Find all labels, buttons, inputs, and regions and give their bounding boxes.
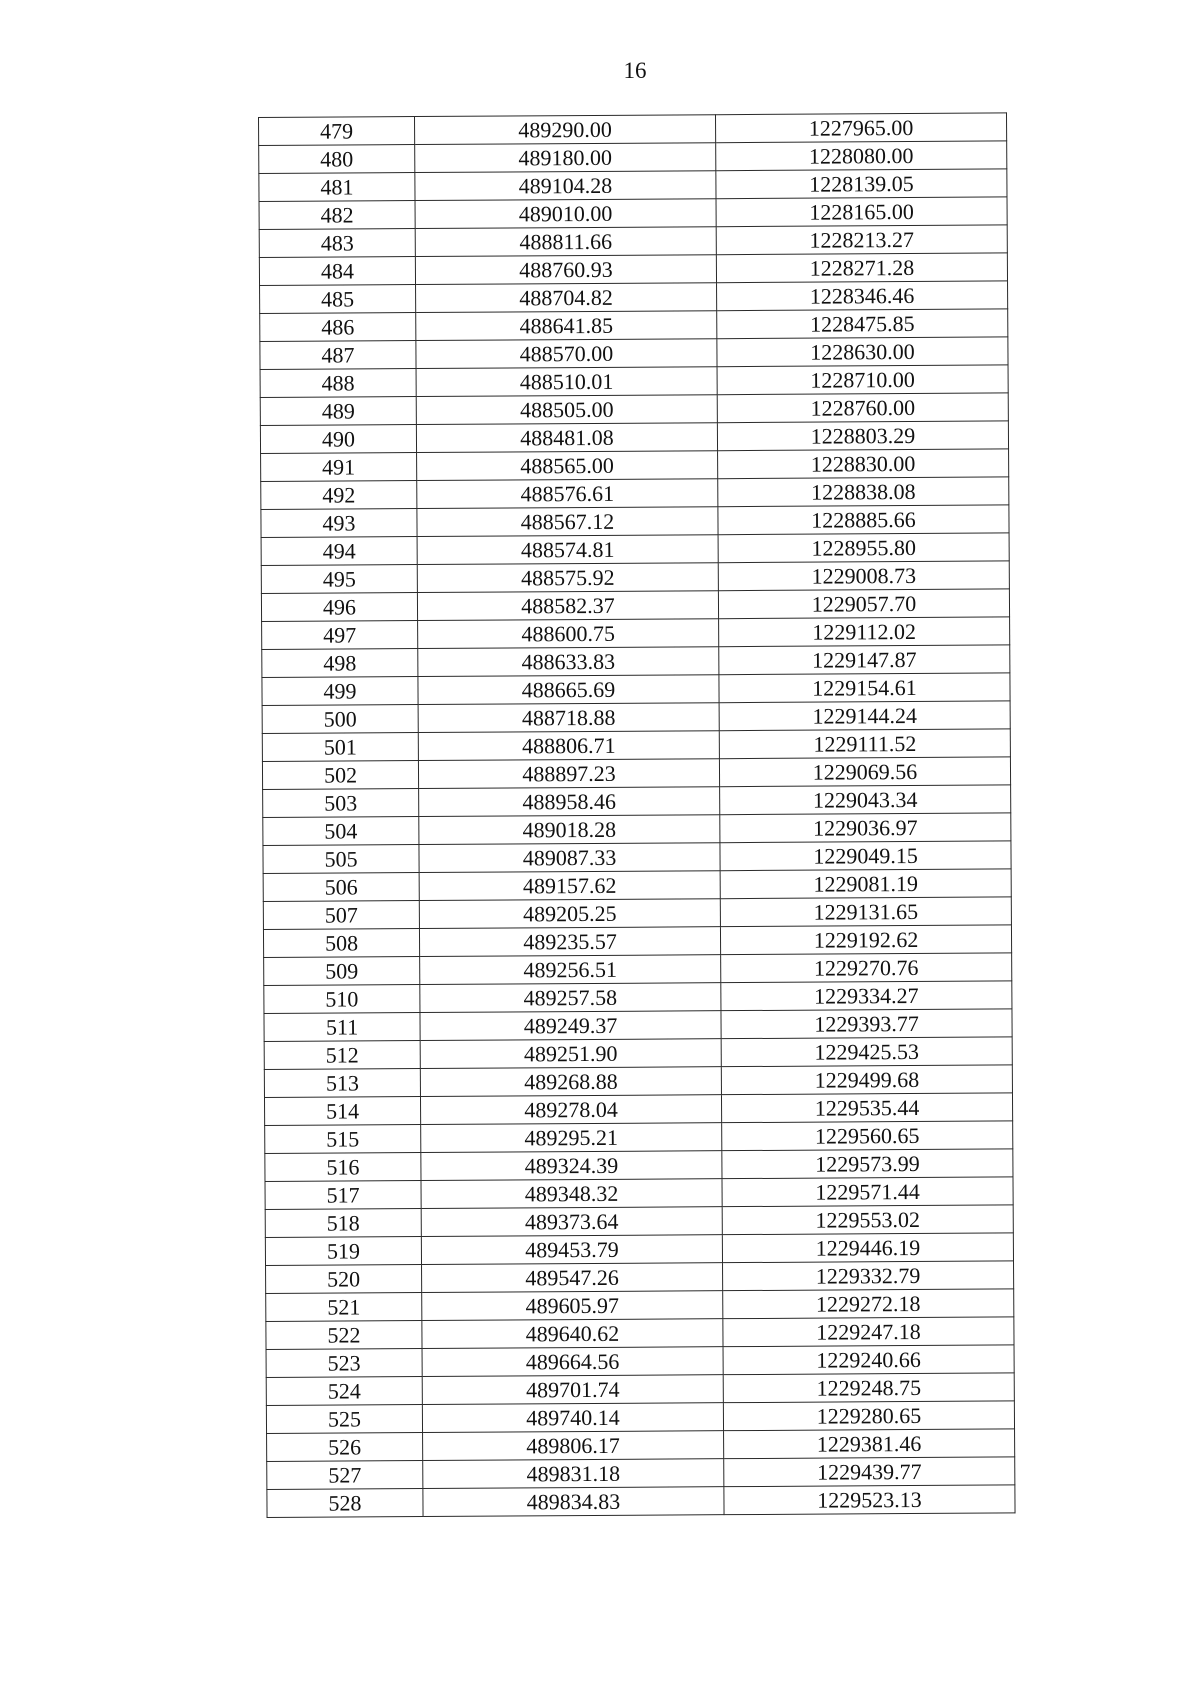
- point-number-cell: 519: [265, 1237, 421, 1266]
- table-row: [266, 1345, 1014, 1378]
- table-row: [262, 701, 1010, 734]
- table-row: [259, 113, 1007, 146]
- x-coordinate-cell: 489290.00: [415, 115, 716, 145]
- x-coordinate-cell: 488760.93: [415, 255, 716, 285]
- point-number-cell: 503: [263, 789, 419, 818]
- table-row: [264, 1093, 1012, 1126]
- point-number-cell: 504: [263, 817, 419, 846]
- y-coordinate-cell: 1228139.05: [716, 169, 1007, 199]
- point-number-cell: 506: [263, 873, 419, 902]
- x-coordinate-cell: 489295.21: [421, 1123, 722, 1153]
- y-coordinate-cell: 1229270.76: [721, 953, 1012, 983]
- point-number-cell: 486: [260, 313, 416, 342]
- table-row: [263, 785, 1011, 818]
- y-coordinate-cell: 1229381.46: [724, 1429, 1015, 1459]
- point-number-cell: 499: [262, 677, 418, 706]
- point-number-cell: 522: [266, 1321, 422, 1350]
- table-row: [263, 869, 1011, 902]
- x-coordinate-cell: 489256.51: [420, 955, 721, 985]
- y-coordinate-cell: 1229560.65: [722, 1121, 1013, 1151]
- y-coordinate-cell: 1229393.77: [721, 1009, 1012, 1039]
- point-number-cell: 496: [261, 593, 417, 622]
- x-coordinate-cell: 489278.04: [420, 1095, 721, 1125]
- x-coordinate-cell: 488582.37: [417, 591, 718, 621]
- point-number-cell: 517: [265, 1181, 421, 1210]
- y-coordinate-cell: 1228271.28: [716, 253, 1007, 283]
- x-coordinate-cell: 488641.85: [416, 311, 717, 341]
- table-row: [259, 141, 1007, 174]
- table-row: [262, 729, 1010, 762]
- table-row: [263, 813, 1011, 846]
- point-number-cell: 520: [266, 1265, 422, 1294]
- y-coordinate-cell: 1228213.27: [716, 225, 1007, 255]
- y-coordinate-cell: 1229439.77: [724, 1457, 1015, 1487]
- y-coordinate-cell: 1229154.61: [719, 673, 1010, 703]
- x-coordinate-cell: 489235.57: [419, 927, 720, 957]
- table-row: [263, 841, 1011, 874]
- point-number-cell: 497: [262, 621, 418, 650]
- x-coordinate-cell: 488704.82: [416, 283, 717, 313]
- x-coordinate-cell: 488481.08: [416, 423, 717, 453]
- point-number-cell: 514: [264, 1097, 420, 1126]
- table-row: [263, 925, 1011, 958]
- point-number-cell: 490: [260, 425, 416, 454]
- table-row: [261, 533, 1009, 566]
- y-coordinate-cell: 1229036.97: [720, 813, 1011, 843]
- point-number-cell: 508: [263, 929, 419, 958]
- table-row: [265, 1149, 1013, 1182]
- point-number-cell: 510: [264, 985, 420, 1014]
- point-number-cell: 494: [261, 537, 417, 566]
- x-coordinate-cell: 489205.25: [419, 899, 720, 929]
- point-number-cell: 484: [259, 257, 415, 286]
- x-coordinate-cell: 489324.39: [421, 1151, 722, 1181]
- table-row: [263, 897, 1011, 930]
- point-number-cell: 493: [261, 509, 417, 538]
- point-number-cell: 491: [261, 453, 417, 482]
- x-coordinate-cell: 488510.01: [416, 367, 717, 397]
- point-number-cell: 516: [265, 1153, 421, 1182]
- point-number-cell: 482: [259, 201, 415, 230]
- table-row: [265, 1121, 1013, 1154]
- table-row: [267, 1457, 1015, 1490]
- table-row: [266, 1373, 1014, 1406]
- x-coordinate-cell: 489701.74: [422, 1375, 723, 1405]
- x-coordinate-cell: 488718.88: [418, 703, 719, 733]
- x-coordinate-cell: 489831.18: [423, 1459, 724, 1489]
- x-coordinate-cell: 489257.58: [420, 983, 721, 1013]
- table-row: [261, 505, 1009, 538]
- table-row: [260, 337, 1008, 370]
- table-row: [267, 1429, 1015, 1462]
- table-row: [266, 1261, 1014, 1294]
- point-number-cell: 485: [260, 285, 416, 314]
- point-number-cell: 512: [264, 1041, 420, 1070]
- y-coordinate-cell: 1229057.70: [718, 589, 1009, 619]
- table-row: [262, 757, 1010, 790]
- x-coordinate-cell: 488633.83: [418, 647, 719, 677]
- x-coordinate-cell: 488897.23: [418, 759, 719, 789]
- y-coordinate-cell: 1229081.19: [720, 869, 1011, 899]
- x-coordinate-cell: 489453.79: [421, 1235, 722, 1265]
- table-row: [259, 253, 1007, 286]
- page-number: 16: [623, 58, 647, 83]
- point-number-cell: 501: [262, 733, 418, 762]
- table-row: [259, 225, 1007, 258]
- point-number-cell: 500: [262, 705, 418, 734]
- point-number-cell: 513: [264, 1069, 420, 1098]
- y-coordinate-cell: 1228475.85: [717, 309, 1008, 339]
- y-coordinate-cell: 1228885.66: [718, 505, 1009, 535]
- table-row: [260, 309, 1008, 342]
- x-coordinate-cell: 488570.00: [416, 339, 717, 369]
- x-coordinate-cell: 488574.81: [417, 535, 718, 565]
- y-coordinate-cell: 1229043.34: [720, 785, 1011, 815]
- x-coordinate-cell: 489664.56: [422, 1347, 723, 1377]
- table-row: [262, 673, 1010, 706]
- table-row: [259, 197, 1007, 230]
- point-number-cell: 524: [266, 1377, 422, 1406]
- table-row: [261, 561, 1009, 594]
- x-coordinate-cell: 489348.32: [421, 1179, 722, 1209]
- point-number-cell: 498: [262, 649, 418, 678]
- y-coordinate-cell: 1229112.02: [719, 617, 1010, 647]
- y-coordinate-cell: 1229280.65: [723, 1401, 1014, 1431]
- table-row: [262, 617, 1010, 650]
- y-coordinate-cell: 1229069.56: [719, 757, 1010, 787]
- point-number-cell: 526: [267, 1433, 423, 1462]
- table-row: [264, 1009, 1012, 1042]
- y-coordinate-cell: 1229553.02: [722, 1205, 1013, 1235]
- x-coordinate-cell: 489180.00: [415, 143, 716, 173]
- x-coordinate-cell: 489104.28: [415, 171, 716, 201]
- y-coordinate-cell: 1229247.18: [723, 1317, 1014, 1347]
- table-row: [266, 1401, 1014, 1434]
- table-row: [259, 169, 1007, 202]
- x-coordinate-cell: 488665.69: [418, 675, 719, 705]
- point-number-cell: 518: [265, 1209, 421, 1238]
- table-row: [265, 1233, 1013, 1266]
- x-coordinate-cell: 489605.97: [422, 1291, 723, 1321]
- x-coordinate-cell: 489010.00: [415, 199, 716, 229]
- point-number-cell: 480: [259, 145, 415, 174]
- y-coordinate-cell: 1229111.52: [719, 729, 1010, 759]
- table-row: [260, 281, 1008, 314]
- table-row: [260, 421, 1008, 454]
- x-coordinate-cell: 489268.88: [420, 1067, 721, 1097]
- table-row: [261, 449, 1009, 482]
- point-number-cell: 479: [259, 117, 415, 146]
- point-number-cell: 495: [261, 565, 417, 594]
- table-row: [261, 477, 1009, 510]
- y-coordinate-cell: 1228710.00: [717, 365, 1008, 395]
- y-coordinate-cell: 1228955.80: [718, 533, 1009, 563]
- table-row: [264, 953, 1012, 986]
- y-coordinate-cell: 1229499.68: [721, 1065, 1012, 1095]
- y-coordinate-cell: 1227965.00: [715, 113, 1006, 143]
- x-coordinate-cell: 489640.62: [422, 1319, 723, 1349]
- table-row: [266, 1289, 1014, 1322]
- table-row: [261, 589, 1009, 622]
- y-coordinate-cell: 1229332.79: [723, 1261, 1014, 1291]
- y-coordinate-cell: 1228803.29: [717, 421, 1008, 451]
- table-row: [262, 645, 1010, 678]
- point-number-cell: 488: [260, 369, 416, 398]
- x-coordinate-cell: 488600.75: [418, 619, 719, 649]
- y-coordinate-cell: 1229425.53: [721, 1037, 1012, 1067]
- table-row: [260, 393, 1008, 426]
- point-number-cell: 502: [262, 761, 418, 790]
- point-number-cell: 481: [259, 173, 415, 202]
- x-coordinate-cell: 488567.12: [417, 507, 718, 537]
- point-number-cell: 511: [264, 1013, 420, 1042]
- table-row: [265, 1205, 1013, 1238]
- y-coordinate-cell: 1229049.15: [720, 841, 1011, 871]
- x-coordinate-cell: 488565.00: [417, 451, 718, 481]
- point-number-cell: 515: [265, 1125, 421, 1154]
- point-number-cell: 523: [266, 1349, 422, 1378]
- x-coordinate-cell: 488958.46: [419, 787, 720, 817]
- point-number-cell: 528: [267, 1489, 423, 1518]
- y-coordinate-cell: 1229571.44: [722, 1177, 1013, 1207]
- table-row: [265, 1177, 1013, 1210]
- coordinates-table-body: [259, 113, 1016, 1518]
- y-coordinate-cell: 1228346.46: [717, 281, 1008, 311]
- y-coordinate-cell: 1229272.18: [723, 1289, 1014, 1319]
- y-coordinate-cell: 1229008.73: [718, 561, 1009, 591]
- y-coordinate-cell: 1229334.27: [721, 981, 1012, 1011]
- y-coordinate-cell: 1229535.44: [721, 1093, 1012, 1123]
- y-coordinate-cell: 1229523.13: [724, 1485, 1015, 1515]
- y-coordinate-cell: 1229144.24: [719, 701, 1010, 731]
- x-coordinate-cell: 489834.83: [423, 1487, 724, 1517]
- table-row: [267, 1485, 1015, 1518]
- y-coordinate-cell: 1228760.00: [717, 393, 1008, 423]
- y-coordinate-cell: 1228165.00: [716, 197, 1007, 227]
- x-coordinate-cell: 489157.62: [419, 871, 720, 901]
- x-coordinate-cell: 489249.37: [420, 1011, 721, 1041]
- x-coordinate-cell: 489373.64: [421, 1207, 722, 1237]
- table-row: [264, 1037, 1012, 1070]
- y-coordinate-cell: 1229240.66: [723, 1345, 1014, 1375]
- coordinates-table: [258, 112, 1016, 1518]
- point-number-cell: 509: [264, 957, 420, 986]
- point-number-cell: 507: [263, 901, 419, 930]
- point-number-cell: 527: [267, 1461, 423, 1490]
- y-coordinate-cell: 1229573.99: [722, 1149, 1013, 1179]
- y-coordinate-cell: 1228838.08: [718, 477, 1009, 507]
- y-coordinate-cell: 1228630.00: [717, 337, 1008, 367]
- x-coordinate-cell: 488806.71: [418, 731, 719, 761]
- x-coordinate-cell: 488811.66: [415, 227, 716, 257]
- point-number-cell: 492: [261, 481, 417, 510]
- x-coordinate-cell: 489740.14: [422, 1403, 723, 1433]
- table-row: [266, 1317, 1014, 1350]
- x-coordinate-cell: 489547.26: [422, 1263, 723, 1293]
- x-coordinate-cell: 488575.92: [417, 563, 718, 593]
- x-coordinate-cell: 489087.33: [419, 843, 720, 873]
- y-coordinate-cell: 1229192.62: [720, 925, 1011, 955]
- table-row: [260, 365, 1008, 398]
- x-coordinate-cell: 489018.28: [419, 815, 720, 845]
- x-coordinate-cell: 489251.90: [420, 1039, 721, 1069]
- y-coordinate-cell: 1229248.75: [723, 1373, 1014, 1403]
- point-number-cell: 483: [259, 229, 415, 258]
- point-number-cell: 505: [263, 845, 419, 874]
- point-number-cell: 521: [266, 1293, 422, 1322]
- y-coordinate-cell: 1228830.00: [718, 449, 1009, 479]
- y-coordinate-cell: 1229131.65: [720, 897, 1011, 927]
- point-number-cell: 487: [260, 341, 416, 370]
- table-row: [264, 981, 1012, 1014]
- y-coordinate-cell: 1229446.19: [722, 1233, 1013, 1263]
- table-row: [264, 1065, 1012, 1098]
- point-number-cell: 489: [260, 397, 416, 426]
- y-coordinate-cell: 1229147.87: [719, 645, 1010, 675]
- y-coordinate-cell: 1228080.00: [716, 141, 1007, 171]
- x-coordinate-cell: 489806.17: [423, 1431, 724, 1461]
- x-coordinate-cell: 488505.00: [416, 395, 717, 425]
- point-number-cell: 525: [266, 1405, 422, 1434]
- x-coordinate-cell: 488576.61: [417, 479, 718, 509]
